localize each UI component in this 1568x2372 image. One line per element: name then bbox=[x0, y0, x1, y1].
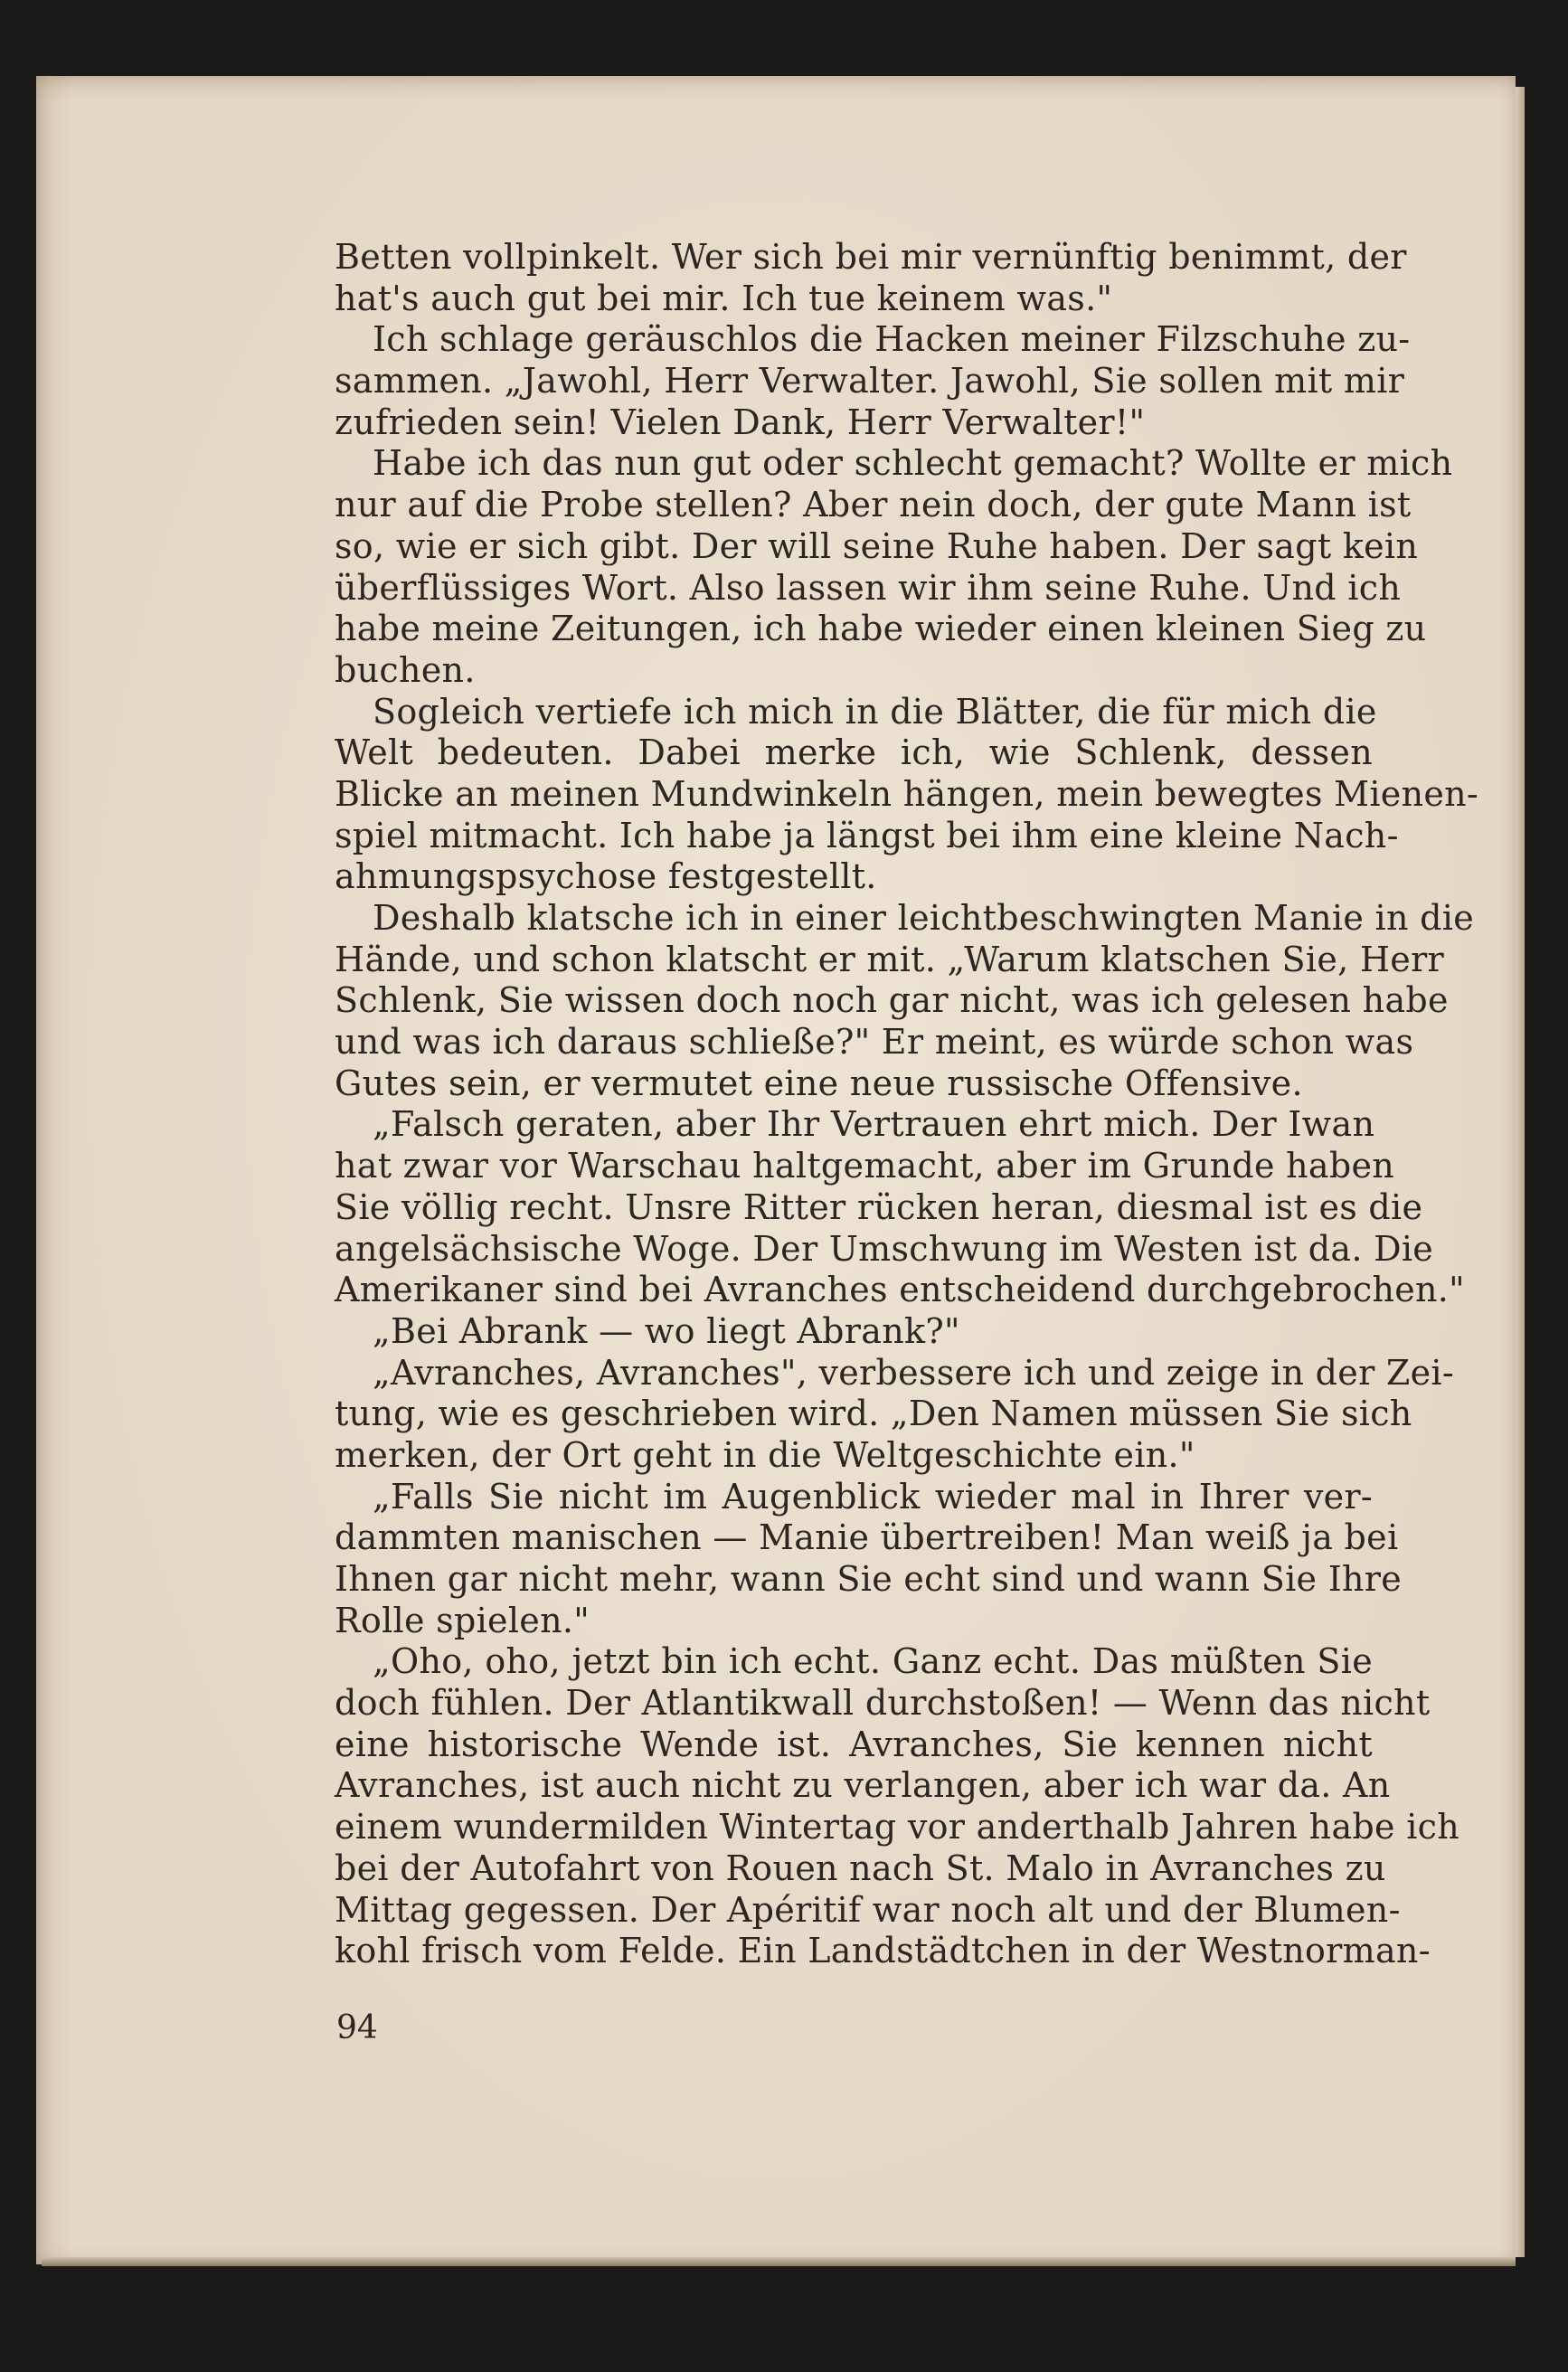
text-line: „Avranches, Avranches", verbessere ich und zeige in der Zei- bbox=[373, 1352, 1454, 1393]
page-number: 94 bbox=[336, 2009, 378, 2046]
text-line: Schlenk, Sie wissen doch noch gar nicht, was ich gelesen habe bbox=[335, 980, 1449, 1021]
text-line: Ihnen gar nicht mehr, wann Sie echt sind und wann Sie Ihre bbox=[335, 1559, 1403, 1599]
text-line: Betten vollpinkelt. Wer sich bei mir vernünftig benimmt, der bbox=[335, 237, 1407, 277]
text-line: Hände, und schon klatscht er mit. „Warum klatschen Sie, Herr bbox=[335, 939, 1445, 979]
text-line: „Oho, oho, jetzt bin ich echt. Ganz echt. Das müßten Sie bbox=[373, 1641, 1373, 1682]
text-line: spiel mitmacht. Ich habe ja längst bei ihm eine kleine Nach- bbox=[335, 815, 1399, 855]
page-edge-bottom bbox=[42, 2257, 1516, 2266]
text-line: „Falls Sie nicht im Augenblick wieder mal in Ihrer ver- bbox=[373, 1476, 1373, 1517]
text-line: dammten manischen — Manie übertreiben! Man weiß ja bei bbox=[335, 1517, 1399, 1558]
text-line: doch fühlen. Der Atlantikwall durchstoßen! — Wenn das nicht bbox=[335, 1683, 1431, 1724]
text-line: Habe ich das nun gut oder schlecht gemacht? Wollte er mich bbox=[373, 443, 1453, 484]
text-line: nur auf die Probe stellen? Aber nein doch, der gute Mann ist bbox=[335, 485, 1412, 525]
text-line: kohl frisch vom Felde. Ein Landstädtchen in der Westnorman- bbox=[335, 1931, 1431, 1971]
text-line: sammen. „Jawohl, Herr Verwalter. Jawohl, Sie sollen mit mir bbox=[335, 361, 1405, 402]
text-line: so, wie er sich gibt. Der will seine Ruhe haben. Der sagt kein bbox=[335, 525, 1419, 566]
text-line: hat zwar vor Warschau haltgemacht, aber im Grunde haben bbox=[335, 1146, 1395, 1186]
body-text bbox=[335, 237, 1479, 1972]
text-line: ahmungspsychose festgestellt. bbox=[335, 856, 877, 897]
text-line: habe meine Zeitungen, ich habe wieder einen kleinen Sieg zu bbox=[335, 609, 1427, 649]
text-line: hat's auch gut bei mir. Ich tue keinem was." bbox=[335, 278, 1113, 318]
text-line: angelsächsische Woge. Der Umschwung im Westen ist da. Die bbox=[335, 1228, 1434, 1269]
text-line: Welt bedeuten. Dabei merke ich, wie Schlenk, dessen bbox=[335, 732, 1373, 773]
text-line: eine historische Wende ist. Avranches, Sie kennen nicht bbox=[335, 1724, 1373, 1764]
text-line: Sie völlig recht. Unsre Ritter rücken heran, diesmal ist es die bbox=[335, 1186, 1423, 1227]
text-line: merken, der Ort geht in die Weltgeschichte ein." bbox=[335, 1434, 1195, 1475]
text-line: bei der Autofahrt von Rouen nach St. Malo in Avranches zu bbox=[335, 1848, 1386, 1888]
text-line: Amerikaner sind bei Avranches entscheidend durchgebrochen." bbox=[335, 1270, 1465, 1310]
text-line: tung, wie es geschrieben wird. „Den Namen müssen Sie sich bbox=[335, 1394, 1412, 1434]
text-line: Blicke an meinen Mundwinkeln hängen, mein bewegtes Mienen- bbox=[335, 773, 1479, 814]
text-line: Rolle spielen." bbox=[335, 1600, 590, 1640]
text-line: Avranches, ist auch nicht zu verlangen, aber ich war da. An bbox=[335, 1765, 1391, 1806]
text-line: Deshalb klatsche ich in einer leichtbeschwingten Manie in die bbox=[373, 898, 1475, 938]
text-line: zufrieden sein! Vielen Dank, Herr Verwalter!" bbox=[335, 402, 1146, 442]
text-line: buchen. bbox=[335, 649, 476, 690]
text-line: überflüssiges Wort. Also lassen wir ihm seine Ruhe. Und ich bbox=[335, 567, 1402, 608]
text-line: Ich schlage geräuschlos die Hacken meiner Filzschuhe zu- bbox=[373, 319, 1411, 360]
text-line: „Falsch geraten, aber Ihr Vertrauen ehrt mich. Der Iwan bbox=[373, 1104, 1375, 1145]
text-line: und was ich daraus schließe?" Er meint, es würde schon was bbox=[335, 1022, 1414, 1063]
text-line: „Bei Abrank — wo liegt Abrank?" bbox=[373, 1310, 960, 1351]
text-line: Mittag gegessen. Der Apéritif war noch alt und der Blumen- bbox=[335, 1889, 1401, 1930]
text-line: Gutes sein, er vermutet eine neue russische Offensive. bbox=[335, 1063, 1303, 1103]
text-line: einem wundermilden Wintertag vor anderthalb Jahren habe ich bbox=[335, 1807, 1459, 1848]
text-line: Sogleich vertiefe ich mich in die Blätter, die für mich die bbox=[373, 691, 1377, 732]
